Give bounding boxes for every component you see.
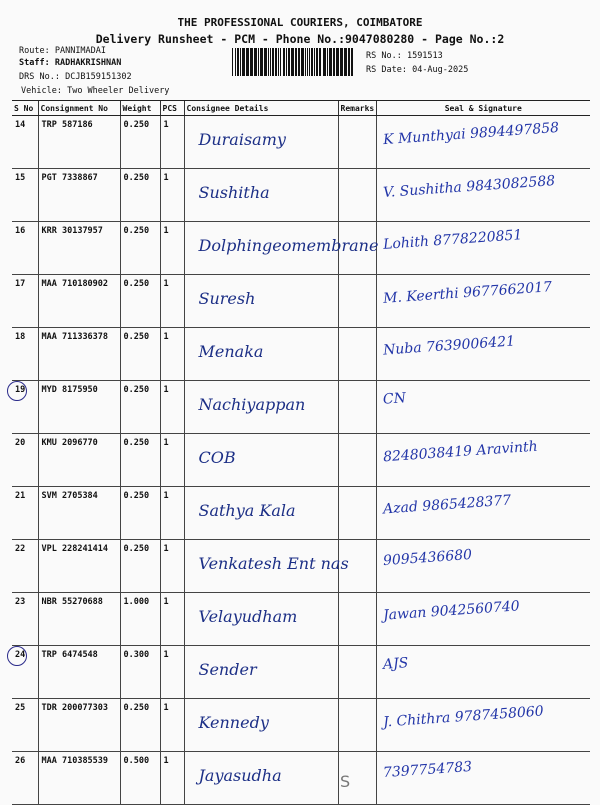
- sno-value: 17: [15, 279, 26, 289]
- rs-no-label: RS No.:: [366, 51, 402, 61]
- table-row: [12, 222, 590, 275]
- signature-handwriting: 7397754783: [382, 758, 473, 782]
- sno-value: 16: [15, 226, 26, 236]
- pcs-cell: 1: [160, 434, 184, 487]
- table-row: [12, 381, 590, 434]
- remarks-cell: [338, 381, 376, 434]
- signature-cell: [376, 540, 590, 593]
- consignee-handwriting: Nachiyappan: [198, 395, 306, 414]
- consignee-cell: [184, 222, 379, 275]
- consignee-cell: [184, 169, 338, 222]
- route-label: Route:: [19, 46, 50, 56]
- consignment-cell: MAA 710385539: [38, 752, 120, 805]
- table-header-row: [12, 101, 590, 116]
- pcs-cell: 1: [160, 169, 184, 222]
- pcs-cell: 1: [160, 699, 184, 752]
- signature-cell: [376, 381, 590, 434]
- consignment-cell: TRP 587186: [38, 116, 120, 169]
- rs-date-value: 04-Aug-2025: [412, 65, 469, 75]
- consignee-handwriting: Dolphingeomembrane: [198, 236, 379, 255]
- weight-cell: 0.250: [120, 487, 160, 540]
- company-title: THE PROFESSIONAL COURIERS, COIMBATORE: [177, 16, 423, 29]
- consignment-cell: NBR 55270688: [38, 593, 120, 646]
- consignment-cell: PGT 7338867: [38, 169, 120, 222]
- signature-cell: [376, 169, 590, 222]
- vehicle-value: Two Wheeler Delivery: [67, 86, 170, 96]
- remarks-cell: [338, 593, 376, 646]
- rs-no-value: 1591513: [406, 51, 443, 61]
- sno-cell: [12, 540, 38, 593]
- consignee-cell: [184, 752, 338, 805]
- pcs-cell: 1: [160, 381, 184, 434]
- table-row: [12, 699, 590, 752]
- signature-handwriting: M. Keerthi 9677662017: [382, 279, 553, 307]
- col-consignee: Consignee Details: [184, 101, 338, 116]
- col-sno: S No: [12, 101, 38, 116]
- route-line: [19, 46, 106, 56]
- consignee-handwriting: Jayasudha: [198, 766, 282, 785]
- signature-handwriting: K Munthyai 9894497858: [382, 119, 560, 149]
- col-pcs: PCS: [160, 101, 184, 116]
- vehicle-line: [21, 86, 169, 96]
- signature-handwriting: J. Chithra 9787458060: [382, 703, 544, 731]
- consignment-cell: TDR 200077303: [38, 699, 120, 752]
- pcs-cell: 1: [160, 116, 184, 169]
- table-row: [12, 116, 590, 169]
- consignee-cell: [184, 540, 349, 593]
- runsheet-subtitle: Delivery Runsheet - PCM - Phone No.:9047080280 - Page No.:2: [95, 32, 505, 46]
- weight-cell: 0.250: [120, 381, 160, 434]
- sno-cell: [12, 699, 38, 752]
- consignment-cell: KRR 30137957: [38, 222, 120, 275]
- weight-cell: 0.250: [120, 328, 160, 381]
- consignment-cell: MYD 8175950: [38, 381, 120, 434]
- consignee-handwriting: Menaka: [198, 342, 264, 361]
- sno-value: 22: [15, 544, 26, 554]
- staff-label: Staff:: [19, 58, 50, 68]
- signature-cell: [376, 116, 590, 169]
- pcs-cell: 1: [160, 752, 184, 805]
- signature-cell: [376, 328, 590, 381]
- remarks-cell: [338, 169, 376, 222]
- consignee-handwriting: Duraisamy: [198, 130, 286, 149]
- consignee-cell: [184, 275, 338, 328]
- circle-mark: [7, 646, 27, 666]
- weight-cell: 0.250: [120, 169, 160, 222]
- weight-cell: 1.000: [120, 593, 160, 646]
- table-row: [12, 275, 590, 328]
- consignee-cell: [184, 699, 338, 752]
- consignee-handwriting: Sender: [198, 660, 257, 679]
- weight-cell: 0.250: [120, 434, 160, 487]
- sno-cell: [12, 752, 38, 805]
- sno-value: 14: [15, 120, 26, 130]
- table-row: [12, 434, 590, 487]
- signature-cell: [376, 487, 590, 540]
- sno-value: 23: [15, 597, 26, 607]
- consignee-handwriting: Kennedy: [198, 713, 269, 732]
- signature-handwriting: AJS: [381, 655, 409, 673]
- sno-cell: [12, 328, 38, 381]
- consignee-handwriting: COB: [198, 448, 236, 467]
- weight-cell: 0.250: [120, 275, 160, 328]
- pcs-cell: 1: [160, 540, 184, 593]
- pcs-cell: 1: [160, 222, 184, 275]
- signature-cell: [376, 434, 590, 487]
- weight-cell: 0.250: [120, 116, 160, 169]
- drs-value: DCJB159151302: [65, 72, 132, 82]
- remarks-cell: [338, 275, 376, 328]
- col-weight: Weight: [120, 101, 160, 116]
- consignee-cell: [184, 646, 338, 699]
- sno-cell: [12, 222, 38, 275]
- consignee-handwriting: Velayudham: [198, 607, 298, 626]
- sno-cell: [12, 434, 38, 487]
- consignment-cell: SVM 2705384: [38, 487, 120, 540]
- staff-value: RADHAKRISHNAN: [54, 58, 122, 68]
- sno-value: 15: [15, 173, 26, 183]
- sno-cell: [12, 381, 38, 434]
- drs-line: [19, 72, 132, 82]
- staff-line: [19, 58, 121, 68]
- signature-handwriting: CN: [381, 390, 406, 408]
- signature-handwriting: Nuba 7639006421: [382, 333, 516, 359]
- pcs-cell: 1: [160, 275, 184, 328]
- barcode-image: [232, 48, 354, 76]
- sno-cell: [12, 593, 38, 646]
- sno-value: 21: [15, 491, 26, 501]
- weight-cell: 0.250: [120, 699, 160, 752]
- sno-value: 20: [15, 438, 26, 448]
- signature-handwriting: 8248038419 Aravinth: [382, 438, 538, 466]
- sno-value: 19: [15, 385, 26, 395]
- sno-cell: [12, 275, 38, 328]
- pcs-cell: 1: [160, 593, 184, 646]
- consignment-cell: KMU 2096770: [38, 434, 120, 487]
- sno-value: 24: [15, 650, 26, 660]
- signature-cell: [376, 752, 590, 805]
- sno-value: 18: [15, 332, 26, 342]
- table-row: [12, 752, 590, 805]
- signature-cell: [376, 275, 590, 328]
- consignee-handwriting: Suresh: [198, 289, 256, 308]
- remarks-cell: [338, 699, 376, 752]
- footer-handwritten-mark: S: [340, 772, 351, 791]
- consignee-cell: [184, 434, 338, 487]
- pcs-cell: 1: [160, 328, 184, 381]
- consignee-handwriting: Venkatesh Ent nas: [198, 554, 349, 573]
- consignee-cell: [184, 487, 338, 540]
- signature-handwriting: Jawan 9042560740: [382, 598, 520, 624]
- consignee-cell: [184, 381, 338, 434]
- signature-cell: [376, 222, 590, 275]
- weight-cell: 0.500: [120, 752, 160, 805]
- consignment-cell: TRP 6474548: [38, 646, 120, 699]
- remarks-cell: [338, 116, 376, 169]
- consignee-cell: [184, 593, 338, 646]
- consignment-cell: MAA 710180902: [38, 275, 120, 328]
- signature-cell: [376, 593, 590, 646]
- drs-label: DRS No.:: [19, 72, 60, 82]
- runsheet-table: [12, 100, 590, 805]
- consignee-cell: [184, 116, 338, 169]
- weight-cell: 0.250: [120, 540, 160, 593]
- route-value: PANNIMADAI: [54, 46, 107, 56]
- rs-no-line: [366, 51, 443, 61]
- consignment-cell: VPL 228241414: [38, 540, 120, 593]
- table-row: [12, 328, 590, 381]
- pcs-cell: 1: [160, 646, 184, 699]
- weight-cell: 0.300: [120, 646, 160, 699]
- signature-handwriting: Azad 9865428377: [382, 492, 512, 518]
- table-row: [12, 487, 590, 540]
- rs-date-line: [366, 65, 468, 75]
- col-consignment: Consignment No: [38, 101, 120, 116]
- signature-handwriting: 9095436680: [382, 546, 473, 570]
- consignee-handwriting: Sathya Kala: [198, 501, 296, 520]
- col-remarks: Remarks: [338, 101, 376, 116]
- signature-handwriting: Lohith 8778220851: [382, 227, 523, 253]
- col-signature: Seal & Signature: [376, 101, 590, 116]
- table-row: [12, 540, 590, 593]
- signature-cell: [376, 646, 590, 699]
- sno-cell: [12, 487, 38, 540]
- remarks-cell: [338, 328, 376, 381]
- vehicle-label: Vehicle:: [21, 86, 62, 96]
- table-row: [12, 646, 590, 699]
- table-row: [12, 593, 590, 646]
- sno-value: 25: [15, 703, 26, 713]
- consignee-cell: [184, 328, 338, 381]
- rs-date-label: RS Date:: [366, 65, 407, 75]
- remarks-cell: [338, 646, 376, 699]
- table-row: [12, 169, 590, 222]
- sno-cell: [12, 116, 38, 169]
- remarks-cell: [338, 434, 376, 487]
- sno-value: 26: [15, 756, 26, 766]
- pcs-cell: 1: [160, 487, 184, 540]
- weight-cell: 0.250: [120, 222, 160, 275]
- consignee-handwriting: Sushitha: [198, 183, 270, 202]
- signature-cell: [376, 699, 590, 752]
- remarks-cell: [338, 487, 376, 540]
- consignment-cell: MAA 711336378: [38, 328, 120, 381]
- signature-handwriting: V. Sushitha 9843082588: [382, 173, 556, 201]
- sno-cell: [12, 169, 38, 222]
- sno-cell: [12, 646, 38, 699]
- circle-mark: [7, 381, 27, 401]
